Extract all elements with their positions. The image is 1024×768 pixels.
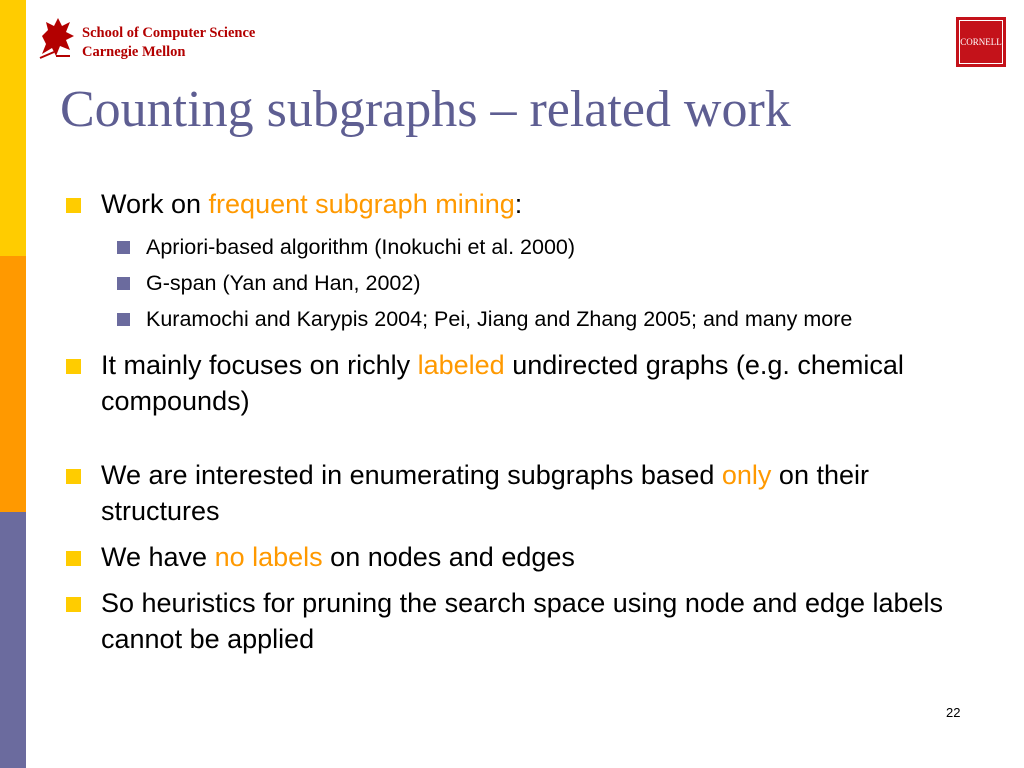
- left-bar-slate: [0, 512, 26, 768]
- cornell-logo-text: CORNELL: [959, 20, 1003, 64]
- sub-bullet-text: G-span (Yan and Han, 2002): [146, 271, 421, 295]
- university-name: Carnegie Mellon: [82, 44, 186, 60]
- slide-content: [60, 180, 960, 657]
- bullet-text: undirected graphs (e.g. chemical compounds): [101, 350, 904, 416]
- bullet-frequent-mining: [60, 186, 960, 222]
- highlight-text: no labels: [214, 542, 323, 572]
- cornell-logo: [956, 17, 1006, 67]
- sub-bullet-apriori: [60, 232, 960, 262]
- bullet-no-labels: [60, 539, 960, 575]
- bullet-square-icon: [66, 597, 81, 612]
- bullet-text: :: [514, 189, 523, 219]
- highlight-text: frequent subgraph mining: [208, 189, 515, 219]
- bullet-square-icon: [66, 469, 81, 484]
- highlight-text: only: [721, 460, 772, 490]
- bullet-text: on their structures: [101, 460, 869, 526]
- left-bar-yellow: [0, 0, 26, 256]
- highlight-text: labeled: [417, 350, 505, 380]
- cmu-griffin-logo-icon: [36, 14, 78, 60]
- bullet-labeled-graphs: [60, 347, 960, 419]
- bullet-text: It mainly focuses on richly: [101, 350, 418, 380]
- bullet-text: We have: [101, 542, 215, 572]
- sub-bullet-square-icon: [117, 277, 130, 290]
- bullet-square-icon: [66, 359, 81, 374]
- bullet-heuristics: [60, 585, 960, 657]
- sub-bullet-square-icon: [117, 313, 130, 326]
- sub-bullet-kuramochi: [60, 304, 960, 334]
- sub-bullet-square-icon: [117, 241, 130, 254]
- bullet-text: Work on: [101, 189, 209, 219]
- bullet-square-icon: [66, 198, 81, 213]
- left-bar-orange: [0, 256, 26, 512]
- sub-bullet-gspan: [60, 268, 960, 298]
- sub-bullet-text: Apriori-based algorithm (Inokuchi et al. 2000): [146, 235, 576, 259]
- bullet-square-icon: [66, 551, 81, 566]
- bullet-text: on nodes and edges: [322, 542, 575, 572]
- sub-bullet-text: Kuramochi and Karypis 2004; Pei, Jiang and Zhang 2005; and many more: [146, 307, 853, 331]
- bullet-structures-only: [60, 457, 960, 529]
- school-name: School of Computer Science: [82, 25, 256, 41]
- slide-title: Counting subgraphs – related work: [60, 81, 791, 138]
- page-number: 22: [946, 705, 961, 720]
- school-header: [82, 24, 255, 62]
- bullet-text: So heuristics for pruning the search space using node and edge labels cannot be applied: [101, 588, 944, 654]
- bullet-text: We are interested in enumerating subgraphs based: [101, 460, 722, 490]
